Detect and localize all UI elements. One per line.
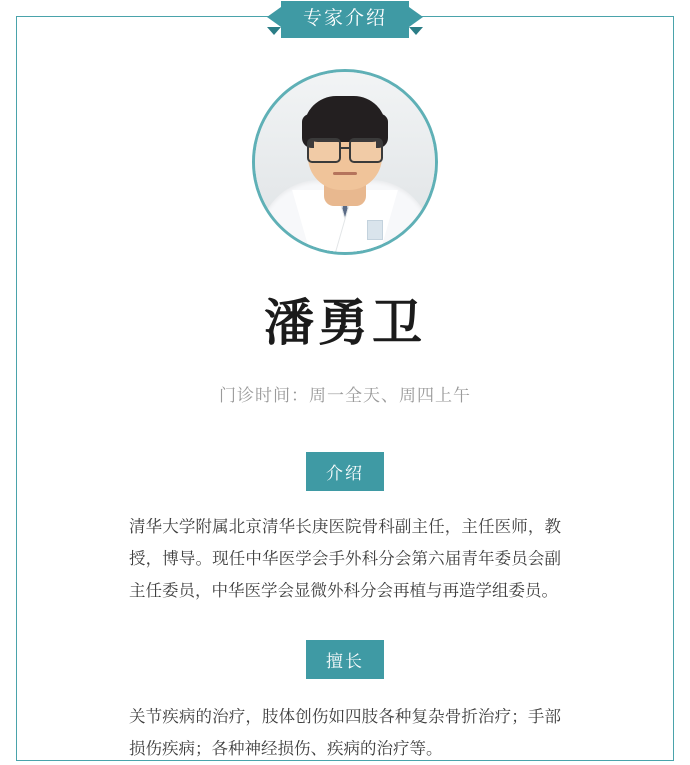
ribbon-tail-right-icon: [409, 27, 423, 35]
doctor-name: 潘勇卫: [264, 295, 426, 351]
glasses-lens-left: [307, 138, 341, 163]
section-heading-intro: [17, 452, 673, 491]
section-label-specialty: 擅长: [306, 640, 384, 679]
portrait-mouth: [333, 172, 357, 175]
ribbon-tail-left-icon: [267, 27, 281, 35]
ribbon-banner: [281, 1, 409, 38]
section-text-specialty: 关节疾病的治疗，肢体创伤如四肢各种复杂骨折治疗；手部损伤疾病；各种神经损伤、疾病的治疗等。: [129, 707, 561, 758]
glasses-icon: [307, 138, 383, 160]
ribbon-label: 专家介绍: [302, 8, 387, 29]
expert-profile-card: [16, 8, 674, 761]
section-heading-specialty: [17, 640, 673, 679]
portrait-hair: [304, 96, 386, 142]
section-label-intro: 介绍: [306, 452, 384, 491]
section-text-intro: 清华大学附属北京清华长庚医院骨科副主任，主任医师，教授，博导。现任中华医学会手外科分会第六届青年委员会副主任委员，中华医学会显微外科分会再植与再造学组委员。: [129, 518, 561, 601]
header-ribbon: [17, 1, 673, 38]
clinic-hours: 门诊时间：周一全天、周四上午: [219, 386, 471, 405]
avatar: [252, 69, 438, 255]
glasses-lens-right: [349, 138, 383, 163]
portrait-container: [17, 69, 673, 255]
portrait-id-badge-icon: [367, 220, 383, 240]
